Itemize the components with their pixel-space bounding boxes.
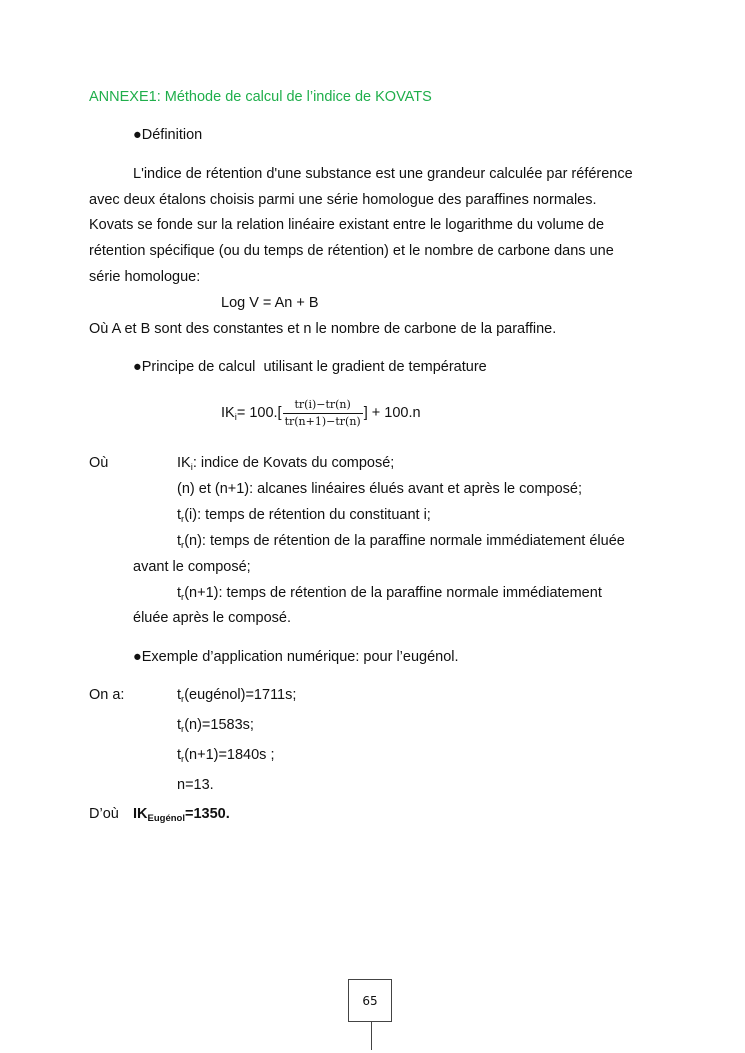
value-tr-eugenol-subscript: r xyxy=(181,694,185,705)
value-tr-eugenol-symbol: t xyxy=(177,687,182,703)
legend-line-ik xyxy=(177,454,394,477)
value-tr-n-symbol: t xyxy=(177,717,182,733)
annex-title: ANNEXE1: Méthode de calcul de l’indice de KOVATS xyxy=(89,89,432,105)
formula-lhs-subscript: i xyxy=(234,412,237,423)
formula-denominator: tr(n+1)−tr(n) xyxy=(284,414,361,428)
legend-trn-text: (n): temps de rétention de la paraffine normale immédiatement éluée xyxy=(184,533,625,549)
log-equation: Log V = An + B xyxy=(221,295,319,311)
definition-line-3: Kovats se fonde sur la relation linéaire existant entre le logarithme du volume de xyxy=(89,217,605,233)
legend-line-alkanes: (n) et (n+1): alcanes linéaires élués avant et après le composé; xyxy=(177,481,583,497)
legend-trn-symbol: t xyxy=(177,533,182,549)
result-symbol: IK xyxy=(133,806,148,822)
legend-tri-symbol: t xyxy=(177,507,182,523)
value-tr-n1-symbol: t xyxy=(177,747,182,763)
legend-line-trn1 xyxy=(177,584,602,607)
result-number: =1350. xyxy=(184,806,230,822)
result-subscript: Eugénol xyxy=(147,813,185,824)
legend-trn1-subscript: r xyxy=(181,592,185,603)
formula-fraction xyxy=(283,398,363,429)
result-label: D’où xyxy=(89,806,119,822)
kovats-formula xyxy=(221,396,421,435)
formula-rhs: ] + 100.n xyxy=(363,405,421,421)
legend-ik-symbol: IK xyxy=(177,455,191,471)
result-value xyxy=(133,805,230,828)
value-tr-n xyxy=(177,716,254,739)
value-tr-eugenol xyxy=(177,686,296,709)
definition-line-1: L'indice de rétention d'une substance est une grandeur calculée par référence xyxy=(133,166,633,182)
example-heading: ●Exemple d’application numérique: pour l’eugénol. xyxy=(133,649,459,665)
formula-lhs-tail: = 100.[ xyxy=(236,405,282,421)
principle-heading: ●Principe de calcul utilisant le gradient de température xyxy=(133,359,487,375)
legend-line-trn xyxy=(177,532,625,555)
formula-numerator: tr(i)−tr(n) xyxy=(283,398,363,414)
definition-line-2: avec deux étalons choisis parmi une série homologue des paraffines normales. xyxy=(89,192,597,208)
definition-heading: ●Définition xyxy=(133,127,203,143)
value-tr-n-subscript: r xyxy=(181,724,185,735)
legend-ik-text: : indice de Kovats du composé; xyxy=(192,455,395,471)
where-label: Où xyxy=(89,455,109,471)
legend-trn1-symbol: t xyxy=(177,585,182,601)
legend-ik-subscript: i xyxy=(190,462,193,473)
constants-explanation: Où A et B sont des constantes et n le nombre de carbone de la paraffine. xyxy=(89,321,557,337)
page-number-box xyxy=(348,979,392,1022)
legend-line-trn1-cont: éluée après le composé. xyxy=(133,610,291,626)
page-number: 65 xyxy=(362,993,378,1008)
legend-trn-subscript: r xyxy=(181,540,185,551)
legend-trn1-text: (n+1): temps de rétention de la paraffine normale immédiatement xyxy=(184,585,602,601)
legend-line-tri xyxy=(177,506,431,529)
given-label: On a: xyxy=(89,687,125,703)
value-tr-n-text: (n)=1583s; xyxy=(184,717,254,733)
value-tr-n1-subscript: r xyxy=(181,754,185,765)
value-tr-eugenol-text: (eugénol)=1711s; xyxy=(184,687,297,703)
legend-line-trn-cont: avant le composé; xyxy=(133,559,251,575)
legend-tri-text: (i): temps de rétention du constituant i; xyxy=(184,507,431,523)
formula-lhs: IK xyxy=(221,405,235,421)
page-number-connector-line xyxy=(371,1022,372,1050)
definition-line-5: série homologue: xyxy=(89,269,201,285)
value-tr-n1 xyxy=(177,746,275,769)
value-n: n=13. xyxy=(177,777,214,793)
legend-tri-subscript: r xyxy=(181,514,185,525)
definition-line-4: rétention spécifique (ou du temps de rétention) et le nombre de carbone dans une xyxy=(89,243,614,259)
value-tr-n1-text: (n+1)=1840s ; xyxy=(184,747,275,763)
